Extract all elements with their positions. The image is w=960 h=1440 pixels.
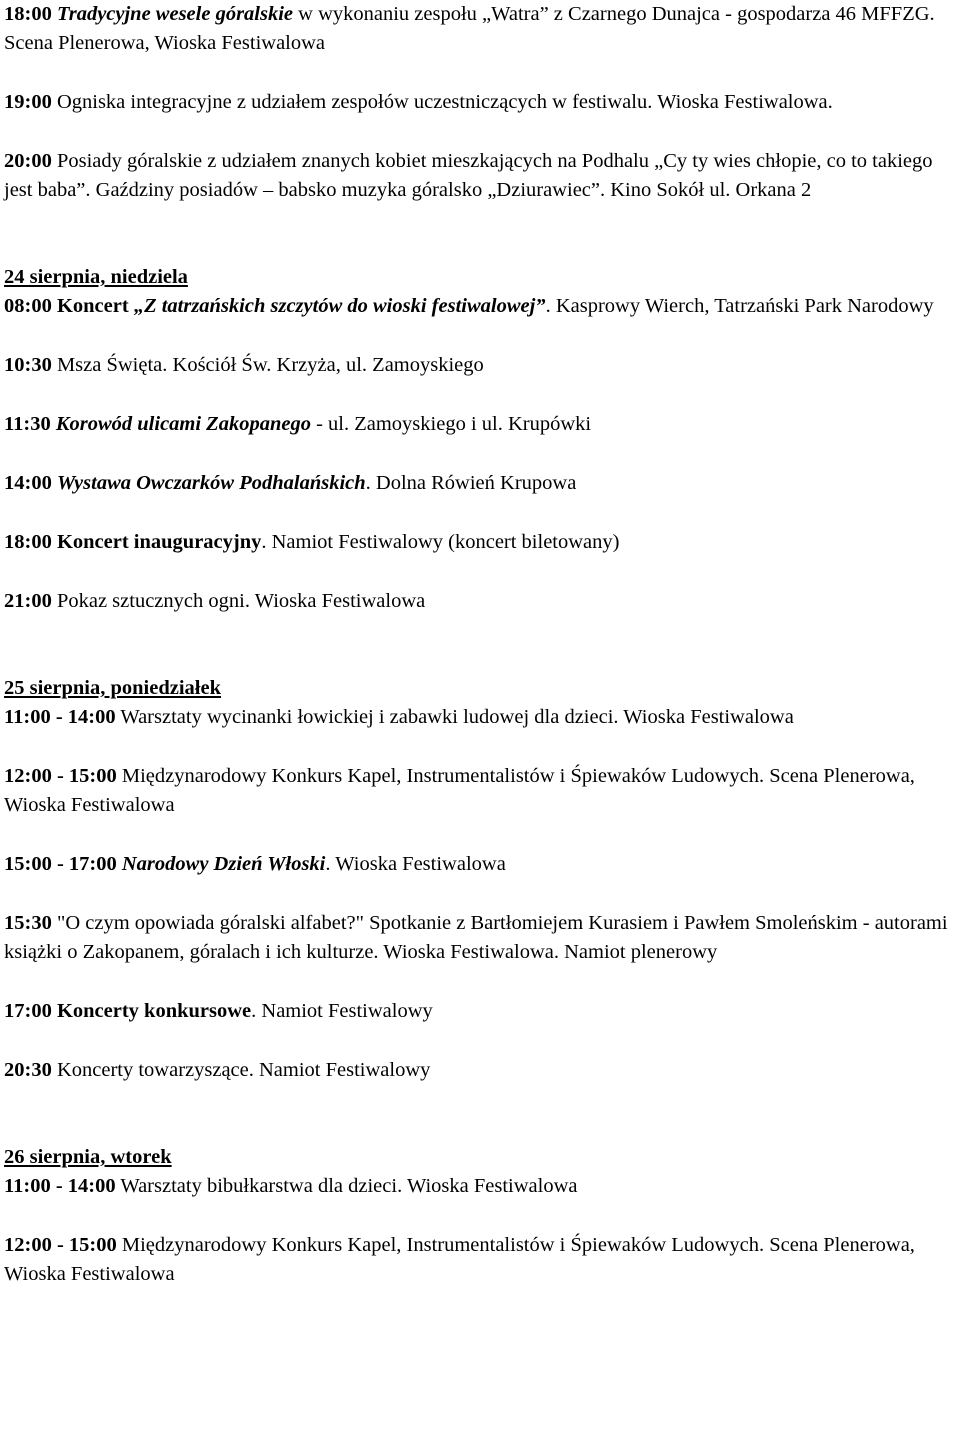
spacer [4, 380, 956, 410]
event-time: 17:00 [4, 1000, 52, 1022]
event-26-1 [4, 1231, 956, 1289]
event-title: „Z tatrzańskich szczytów do wioski festiwalowej” [133, 295, 546, 317]
event-time: 12:00 - 15:00 [4, 1234, 117, 1256]
event-top-1 [4, 88, 956, 117]
event-25-1 [4, 762, 956, 820]
event-top-2 [4, 147, 956, 205]
event-details: . Kasprowy Wierch, Tatrzański Park Narodowy [545, 295, 934, 317]
event-details: . Wioska Festiwalowa [325, 853, 506, 875]
event-title: Wystawa Owczarków Podhalańskich [56, 472, 366, 494]
spacer [4, 616, 956, 674]
event-25-2 [4, 850, 956, 879]
spacer [4, 732, 956, 762]
event-title: Korowód ulicami Zakopanego [55, 413, 311, 435]
event-time: 08:00 [4, 295, 52, 317]
event-time: 11:00 - 14:00 [4, 1175, 116, 1197]
event-details: Ogniska integracyjne z udziałem zespołów uczestniczących w festiwalu. Wioska Festiwalowa. [51, 91, 833, 113]
spacer [4, 1026, 956, 1056]
event-24-4 [4, 528, 956, 557]
event-time: 14:00 [4, 472, 52, 494]
event-details: w wykonaniu zespołu „Watra” z Czarnego Dunajca - gospodarza 46 MFFZG. Scena Plenerowa, Wioska Festiwalowa [4, 3, 935, 54]
spacer [4, 498, 956, 528]
day-heading: 26 sierpnia, wtorek [4, 1146, 172, 1168]
event-24-3 [4, 469, 956, 498]
event-24-2 [4, 410, 956, 439]
event-24-0 [4, 292, 956, 321]
event-details: Warsztaty wycinanki łowickiej i zabawki ludowej dla dzieci. Wioska Festiwalowa [115, 706, 794, 728]
event-25-5 [4, 1056, 956, 1085]
event-details: . Namiot Festiwalowy (koncert biletowany) [261, 531, 620, 553]
event-details: Warsztaty bibułkarstwa dla dzieci. Wioska Festiwalowa [115, 1175, 578, 1197]
event-time: 15:30 [4, 912, 52, 934]
day-heading: 25 sierpnia, poniedziałek [4, 677, 221, 699]
event-details: Międzynarodowy Konkurs Kapel, Instrumentalistów i Śpiewaków Ludowych. Scena Plenerowa, Wioska Festiwalowa [4, 1234, 915, 1285]
event-details: - ul. Zamoyskiego i ul. Krupówki [310, 413, 592, 435]
event-time: 10:30 [4, 354, 52, 376]
event-25-3 [4, 909, 956, 967]
spacer [4, 557, 956, 587]
event-time: 19:00 [4, 91, 52, 113]
spacer [4, 58, 956, 88]
event-26-0 [4, 1172, 956, 1201]
spacer [4, 1085, 956, 1143]
event-details: Posiady góralskie z udziałem znanych kobiet mieszkających na Podhalu „Cy ty wies chłopie, co to takiego jest baba”. Gaździny posiadów – babsko muzyka góralsko „Dziurawiec”. Kino Sokół ul. Orkana 2 [4, 150, 933, 201]
event-time: 21:00 [4, 590, 52, 612]
event-details: . Namiot Festiwalowy [251, 1000, 433, 1022]
event-title: Tradycyjne wesele góralskie [56, 3, 294, 25]
event-details: Pokaz sztucznych ogni. Wioska Festiwalowa [51, 590, 426, 612]
event-title: Koncerty konkursowe [56, 1000, 252, 1022]
event-24-1 [4, 351, 956, 380]
spacer [4, 820, 956, 850]
event-details: "O czym opowiada góralski alfabet?" Spotkanie z Bartłomiejem Kurasiem i Pawłem Smoleńskim - autorami książki o Zakopanem, góralach i ich kulturze. Wioska Festiwalowa. Namiot plenerowy [4, 912, 948, 963]
event-time: 18:00 [4, 3, 52, 25]
event-time: 15:00 - 17:00 [4, 853, 117, 875]
spacer [4, 967, 956, 997]
event-time: 20:30 [4, 1059, 52, 1081]
event-title: Narodowy Dzień Włoski [121, 853, 326, 875]
spacer [4, 879, 956, 909]
spacer [4, 321, 956, 351]
day-heading: 24 sierpnia, niedziela [4, 266, 188, 288]
event-title: Koncert inauguracyjny [56, 531, 262, 553]
event-title-prefix: Koncert [56, 295, 134, 317]
spacer [4, 117, 956, 147]
event-details: Msza Święta. Kościół Św. Krzyża, ul. Zamoyskiego [51, 354, 484, 376]
event-details: Międzynarodowy Konkurs Kapel, Instrumentalistów i Śpiewaków Ludowych. Scena Plenerowa, Wioska Festiwalowa [4, 765, 915, 816]
event-top-0 [4, 0, 956, 58]
event-25-0 [4, 703, 956, 732]
event-time: 20:00 [4, 150, 52, 172]
event-time: 11:00 - 14:00 [4, 706, 116, 728]
event-time: 11:30 [4, 413, 51, 435]
event-time: 18:00 [4, 531, 52, 553]
spacer [4, 1201, 956, 1231]
event-25-4 [4, 997, 956, 1026]
event-time: 12:00 - 15:00 [4, 765, 117, 787]
event-details: Koncerty towarzyszące. Namiot Festiwalowy [51, 1059, 431, 1081]
spacer [4, 439, 956, 469]
event-24-5 [4, 587, 956, 616]
event-details: . Dolna Rówień Krupowa [365, 472, 577, 494]
spacer [4, 205, 956, 263]
